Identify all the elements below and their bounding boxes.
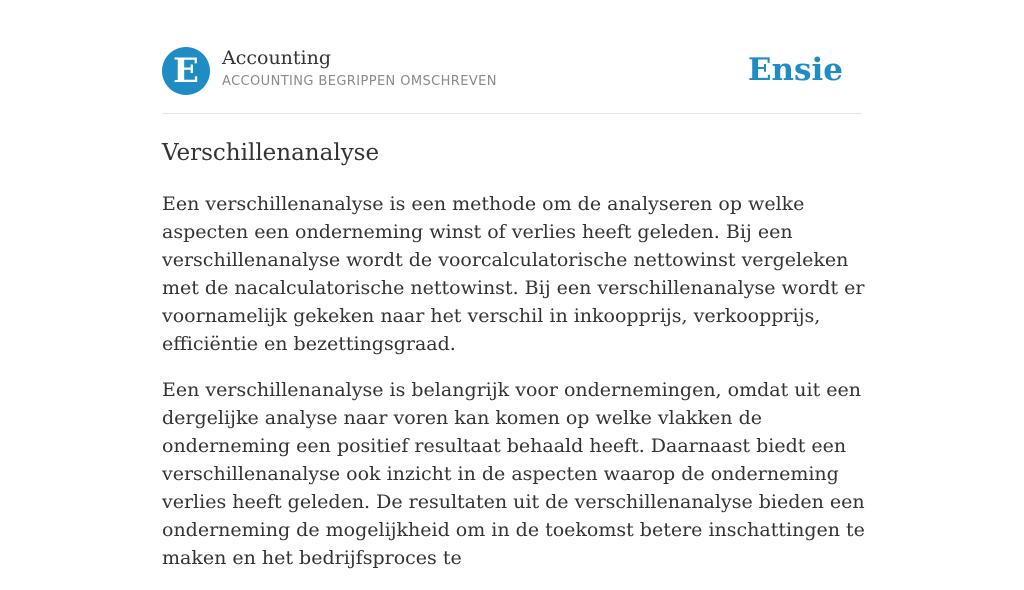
content-container <box>162 0 865 569</box>
site-title-link[interactable]: Accounting <box>222 47 332 69</box>
site-header <box>162 0 862 114</box>
site-subtitle: ACCOUNTING BEGRIPPEN OMSCHREVEN <box>222 74 497 89</box>
definition-paragraph: Een verschillenanalyse is belangrijk voor ondernemingen, omdat uit een dergelijke analyse naar voren kan komen op welke vlakken de onderneming een positief resultaat behaald heeft. Daarnaast biedt een verschillenanalyse ook inzicht in de aspecten waarop de onderneming verlies heeft geleden. De resultaten uit de verschillenanalyse bieden een onderneming de mogelijkheid om in de toekomst betere inschattingen te maken en het bedrijfsproces te <box>162 379 865 569</box>
definition-paragraph: Een verschillenanalyse is een methode om de analyseren op welke aspecten een onderneming winst of verlies heeft geleden. Bij een verschillenanalyse wordt de voorcalculatorische nettowinst vergeleken met de nacalculatorische nettowinst. Bij een verschillenanalyse wordt er voornamelijk gekeken naar het verschil in inkoopprijs, verkoopprijs, efficiëntie en bezettingsgraad. <box>162 193 865 355</box>
ensie-brand-link[interactable]: Ensie <box>747 52 843 88</box>
definition-body <box>162 190 867 590</box>
term-title: Verschillenanalyse <box>162 140 380 166</box>
ensie-logo-icon[interactable]: E <box>162 47 210 95</box>
